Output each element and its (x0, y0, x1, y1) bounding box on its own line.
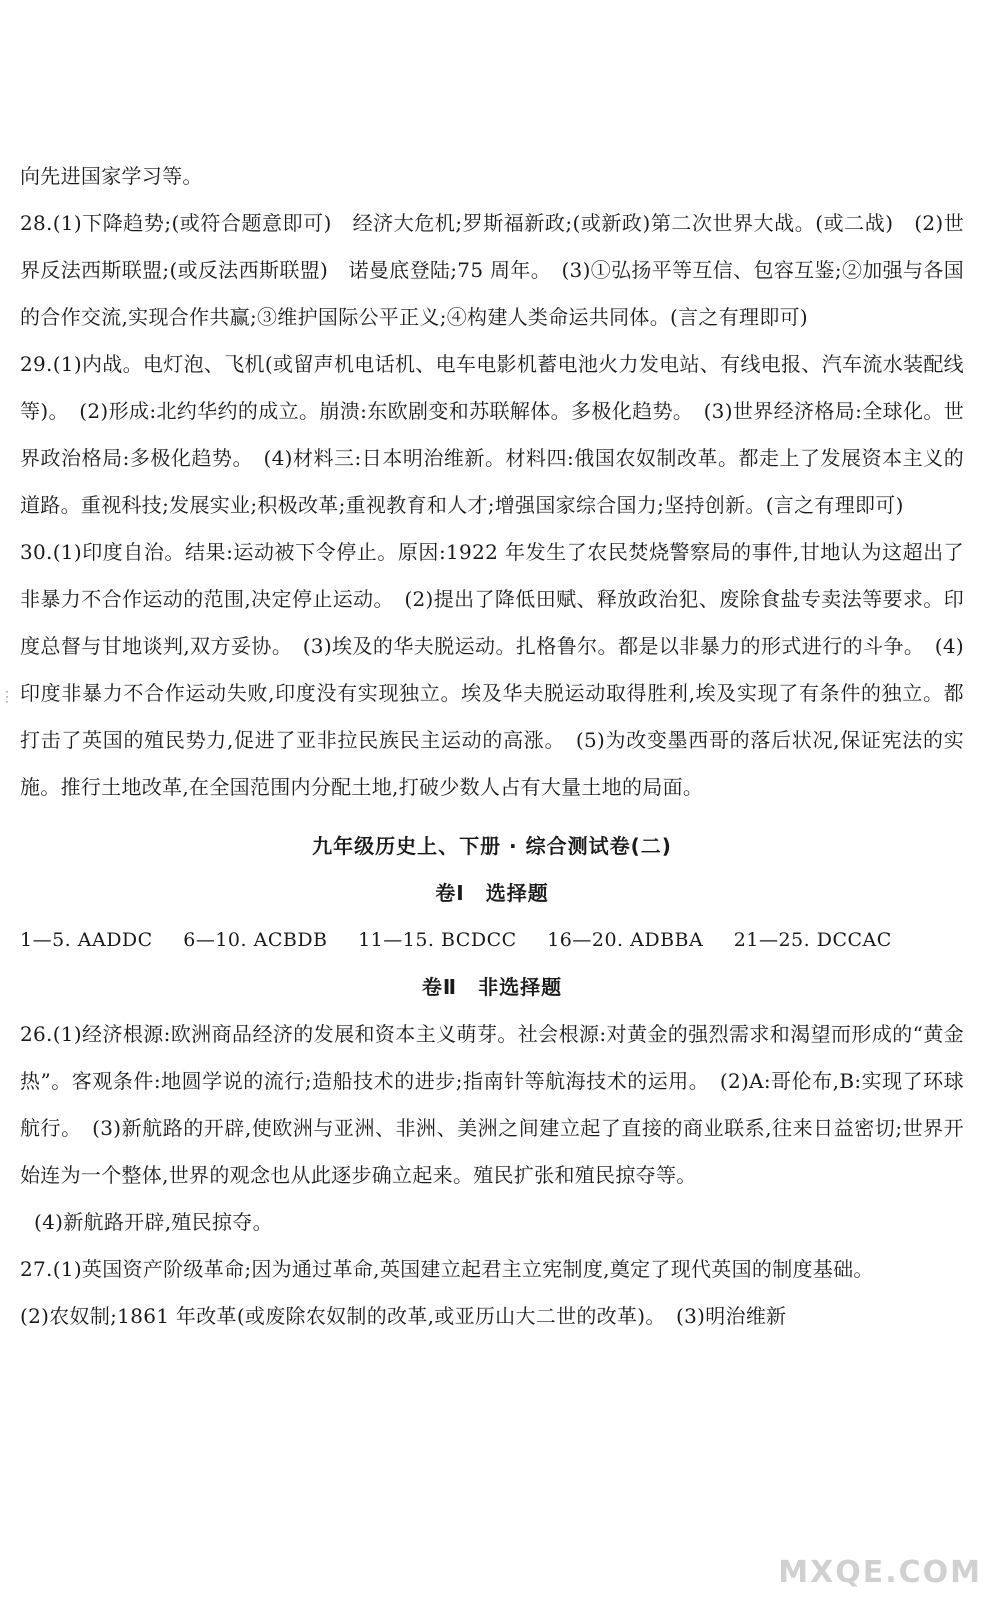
paragraph-q29: 29.(1)内战。电灯泡、飞机(或留声机电话机、电车电影机蓄电池火力发电站、有线电报、汽车流水装配线等)。 (2)形成:北约华约的成立。崩溃:东欧剧变和苏联解体。多极化趋势。 (3)世界经济格局:全球化。世界政治格局:多极化趋势。 (4)材料三:日本明治维新。材料四:俄国农奴制改革。都走上了发展资本主义的道路。重视科技;发展实业;积极改革;重视教育和人才;增强国家综合国力;坚持创新。(言之有理即可) (20, 352, 964, 517)
test-title: 九年级历史上、下册 · 综合测试卷(二) (312, 834, 672, 858)
section-2-title: 卷Ⅱ 非选择题 (421, 975, 563, 999)
answer-group-1: 1—5. AADDC (20, 929, 153, 951)
paragraph-q30: 30.(1)印度自治。结果:运动被下令停止。原因:1922 年发生了农民焚烧警察局的事件,甘地认为这超出了非暴力不合作运动的范围,决定停止运动。 (2)提出了降低田赋、释放政治犯、废除食盐专卖法等要求。印度总督与甘地谈判,双方妥协。 (3)埃及的华夫脱运动。扎格鲁尔。都是以非暴力的形式进行的斗争。 (4)印度非暴力不合作运动失败,印度没有实现独立。埃及华夫脱运动取得胜利,埃及实现了有条件的独立。都打击了英国的殖民势力,促进了亚非拉民族民主运动的高涨。 (5)为改变墨西哥的落后状况,保证宪法的实施。推行土地改革,在全国范围内分配土地,打破少数人占有大量土地的局面。 (20, 540, 964, 799)
answer-group-3: 11—15. BCDCC (358, 929, 517, 951)
paragraph-q27-2: (2)农奴制;1861 年改革(或废除农奴制的改革,或亚历山大二世的改革)。 (3)明治维新 (20, 1304, 787, 1328)
watermark-logo: MXQE.COM (778, 1555, 982, 1590)
binding-edge-mark: ⋮ (0, 689, 14, 705)
answer-group-4: 16—20. ADBBA (547, 929, 704, 951)
paragraph-q26: 26.(1)经济根源:欧洲商品经济的发展和资本主义萌芽。社会根源:对黄金的强烈需求和渴望而形成的“黄金热”。客观条件:地圆学说的流行;造船技术的进步;指南针等航海技术的运用。 (2)A:哥伦布,B:实现了环球航行。 (3)新航路的开辟,使欧洲与亚洲、非洲、美洲之间建立起了直接的商业联系,往来日益密切;世界开始连为一个整体,世界的观念也从此逐步确立起来。殖民扩张和殖民掠夺等。 (20, 1022, 964, 1187)
answer-group-2: 6—10. ACBDB (183, 929, 328, 951)
choice-answers (20, 917, 964, 964)
answer-content (20, 153, 964, 1340)
answer-group-5: 21—25. DCCAC (733, 929, 892, 951)
paragraph-continuation: 向先进国家学习等。 (20, 164, 203, 188)
paragraph-q28: 28.(1)下降趋势;(或符合题意即可) 经济大危机;罗斯福新政;(或新政)第二次世界大战。(或二战) (2)世界反法西斯联盟;(或反法西斯联盟) 诺曼底登陆;75 周年。 (3)①弘扬平等互信、包容互鉴;②加强与各国的合作交流,实现合作共赢;③维护国际公平正义;④构建人类命运共同体。(言之有理即可) (20, 211, 964, 329)
paragraph-q27: 27.(1)英国资产阶级革命;因为通过革命,英国建立起君主立宪制度,奠定了现代英国的制度基础。 (20, 1257, 874, 1281)
section-1-title: 卷Ⅰ 选择题 (435, 881, 549, 905)
paragraph-q26-4: (4)新航路开辟,殖民掠夺。 (34, 1210, 273, 1234)
